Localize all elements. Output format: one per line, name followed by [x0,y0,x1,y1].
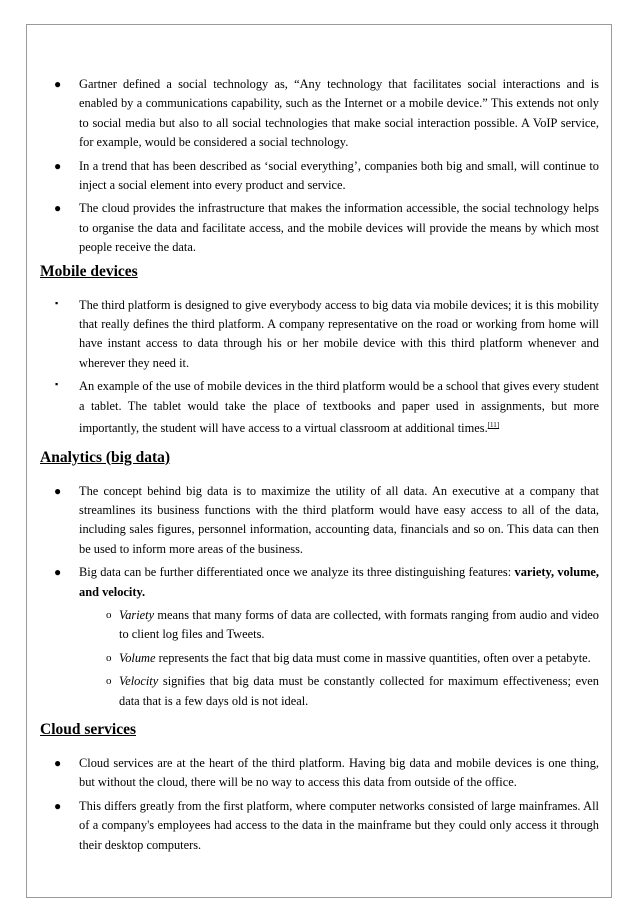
sub-list-item [40,649,599,668]
list-item-text: The third platform is designed to give everybody access to big data via mobile devices; it is this mobility that really defines the third platform. A company representative on the road or working from home will have instant access to data through his or her mobile device with this third platform whenever and wherever they need it. [79,297,599,370]
analytics-list [40,482,599,711]
sub-list-item [40,606,599,645]
list-item-text: An example of the use of mobile devices in the third platform would be a school that gives every student a tablet. The tablet would take the place of textbooks and paper used in assignments, but more importantly, the student will have access to a virtual classroom at additional times. [79,379,599,436]
bullet-square-icon: ▪ [55,297,59,308]
intro-list [40,75,599,258]
term-velocity: Velocity [119,674,159,689]
heading-cloud-services: Cloud services [40,720,137,738]
bullet-disc-icon: ● [54,158,62,173]
bullet-circle-icon: o [106,675,112,688]
bullet-disc-icon: ● [54,77,62,91]
list-item [40,157,599,196]
sub-item-text: signifies that big data must be constantly collected for maximum effectiveness; even data that is a few days old is not ideal. [119,674,599,708]
heading-analytics: Analytics (big data) [40,448,171,466]
list-item [40,754,599,793]
bullet-disc-icon: ● [54,201,62,216]
bullet-disc-icon: ● [54,565,62,580]
list-item-text: Cloud services are at the heart of the third platform. Having big data and mobile devices is one thing, but without the cloud, there will be no way to access this data from outside of the office. [79,755,599,790]
bullet-circle-icon: o [106,651,112,664]
list-item-text: Big data can be further differentiated once we analyze its three distinguishing features: [79,565,515,580]
term-variety: Variety [119,607,155,622]
bullet-square-icon: ▪ [55,379,59,390]
bullet-disc-icon: ● [54,798,62,813]
list-item-text: The cloud provides the infrastructure that makes the information accessible, the social technology helps to organise the data and facilitate access, and the mobile devices will provide the means by which most people receive the data. [79,201,599,255]
bullet-disc-icon: ● [54,755,62,770]
list-item [40,482,599,560]
sub-item-text: represents the fact that big data must come in massive quantities, often over a petabyte. [155,650,591,665]
list-item-text: In a trend that has been described as ‘social everything’, companies both big and small, will continue to inject a social element into every product and service. [79,158,599,193]
bullet-disc-icon: ● [54,483,62,498]
bullet-circle-icon: o [106,608,112,621]
list-item [40,563,599,602]
list-item [40,377,599,438]
list-item [40,75,599,153]
list-item-text: Gartner defined a social technology as, “Any technology that facilitates social interactions and is enabled by a communications capability, such as the Internet or a mobile device.” This extends not only to social media but also to all social technologies that make social interaction possible. A VoIP service, for example, would be considered a social technology. [79,77,599,150]
features-bold-text: variety, volume, and velocity. [79,565,600,599]
mobile-list [40,296,599,439]
list-item-text: This differs greatly from the first platform, where computer networks consisted of large mainframes. All of a company's employees had access to the data in the mainframe but they could only access it through their desktop computers. [79,798,599,852]
list-item [40,296,599,374]
heading-mobile-devices: Mobile devices [40,262,138,280]
cloud-list [40,754,599,855]
sub-list-item [40,672,599,711]
list-item-text: The concept behind big data is to maximize the utility of all data. An executive at a company that streamlines its business functions with the third platform would have easy access to all of the data, including sales figures, personnel information, accounting data, financials and so on. This data can then be used to inform more areas of the business. [79,483,599,556]
sub-item-text: means that many forms of data are collected, with formats ranging from audio and video to client log files and Tweets. [119,607,599,642]
list-item [40,199,599,257]
reference-link[interactable]: [11] [487,421,500,430]
term-volume: Volume [119,650,156,665]
document-page [26,24,612,898]
page-content [40,75,599,855]
list-item [40,797,599,855]
